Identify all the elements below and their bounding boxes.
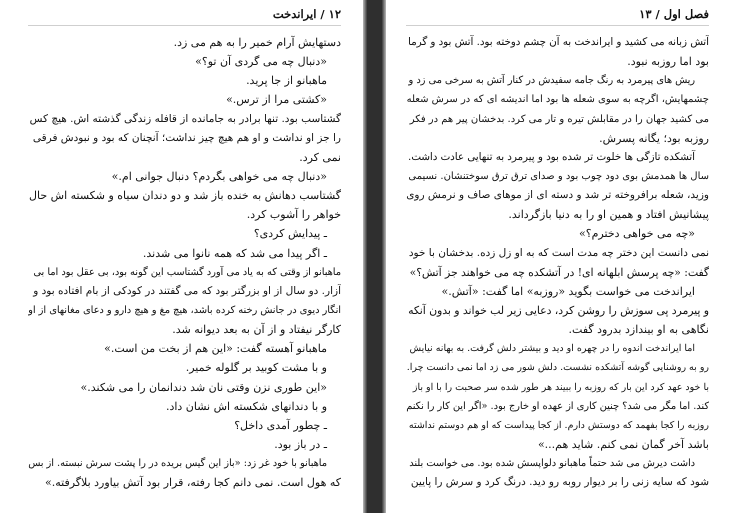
text-line: خواهر را آشوب کرد. <box>246 208 341 222</box>
right-page-header: فصل اول / ۱۳ <box>406 7 709 26</box>
text-line: ماهبانو از جا پرید. <box>246 74 327 88</box>
text-line: پیشانیش افتاد و همین او را به دنیا بازگرداند. <box>508 208 709 222</box>
text-line: ـ چطور آمدی داخل؟ <box>234 418 327 432</box>
text-line: ـ در باز بود. <box>274 437 327 451</box>
left-page <box>0 0 363 513</box>
text-line: گفت: «چه پرسش ابلهانه ای! در آتشکده چه می خواهند جز آتش؟» <box>409 265 709 279</box>
right-page <box>386 0 731 513</box>
text-line: آزار. دو سال از او بزرگتر بود که می گفتند در کودکی از بام افتاده بود و <box>33 284 341 297</box>
text-line: و با مشت کوبید بر گلوله خمیر. <box>185 361 327 375</box>
text-line: داشت دیرش می شد حتماً ماهبانو دلواپسش شده بود. می خواست بلند <box>409 458 695 470</box>
text-line: باشد آخر گمان نمی کنم. شاید هم...» <box>537 437 709 451</box>
text-line: می کشید جهان را در مقابلش تیره و تار می کرد. بدخشان پیر هم در فکر <box>409 113 709 125</box>
text-line: کارگر نیفتاد و از آن به بعد دیوانه شد. <box>172 323 341 337</box>
text-line: و پیرمرد پی سوزش را روشن کرد، دعایی زیر لب خواند و بدون آنکه <box>408 303 709 317</box>
text-line: گشتاسب دهانش به خنده باز شد و دو دندان سیاه و شکسته اش حال <box>29 189 341 203</box>
text-line: «دنبال چه می خواهی بگردم؟ دنبال جوانی ام.» <box>111 169 327 183</box>
text-line: ماهبانو آهسته گفت: «این هم از بخت من است.» <box>104 342 327 356</box>
text-line: گشتاسب بود. تنها برادر به جامانده از قافله زندگی گذشته اش. هیچ کس <box>29 112 341 125</box>
text-line: آتش زبانه می کشید و ایراندخت به آن چشم دوخته بود. آتش بود و گرما <box>408 36 709 48</box>
text-line: ـ پیدایش کردی؟ <box>253 227 327 241</box>
text-line: نمی دانست این دختر چه مدت است که به او زل زده. بدخشان با خود <box>408 246 709 259</box>
text-line: با خود عهد کرد این بار که روزبه را ببیند هر طور شده سر صحبت را با او باز <box>412 381 709 393</box>
text-line: رو به روشنایی گوشه آتشکده نشست. دلش شور می زد اما نمی دانست چرا. <box>406 362 709 374</box>
left-page-body <box>28 33 341 492</box>
book-gutter <box>363 0 386 513</box>
text-line: «دنبال چه می گردی آن تو؟» <box>195 55 327 69</box>
text-line: «کشتی مرا از ترس.» <box>226 93 327 107</box>
text-line: سال ها همدمش بوی دود چوب بود و صدای ترق ترق سوختنشان. نسیمی <box>408 170 709 182</box>
text-line: «چه می خواهی دخترم؟» <box>579 227 695 241</box>
text-line: که هول است. نمی دانم کجا رفته، قرار بود آتش بیاورد بلاگرفته.» <box>45 476 341 490</box>
text-line: نگاهی به او بیندازد بدرود گفت. <box>568 323 709 337</box>
left-page-header: ۱۲ / ایراندخت <box>28 7 341 26</box>
text-line: وزید، شعله برافروخته تر شد و دسته ای از موهای صاف و نرمش روی <box>406 189 709 202</box>
text-line: بود اما روزبه نبود. <box>627 55 709 69</box>
text-line: ریش های پیرمرد به رنگ جامه سفیدش در کنار آتش به سرخی می زد و <box>408 75 695 87</box>
text-line: انگار دیوی در جانش رخنه کرده باشد، هیچ مغ و هیچ دارو و دعای مغانهای از او <box>28 304 341 316</box>
text-line: کند. اما مگر می شد؟ چنین کاری از عهده او خارج بود. «اگر این کار را نکنم <box>406 400 709 412</box>
text-line: ماهبانو با خود غر زد: «باز این گیس بریده در را پشت سرش نبسته. از بس <box>28 458 327 470</box>
text-line: ماهبانو از وقتی که به یاد می آورد گشتاسب این گونه بود، بی عقل بود اما بی <box>33 266 341 278</box>
text-line: روزبه بود؛ یگانه پسرش. <box>599 131 709 145</box>
text-line: را جز او نداشت و او هم هیچ چیز نداشت؛ آنچنان که بود و نبودش فرقی <box>32 131 341 144</box>
text-line: اما ایراندخت اندوه را در چهره او دید و بیشتر دلش گرفت. به بهانه نیایش <box>409 343 695 355</box>
text-line: ـ اگر پیدا می شد که همه نانوا می شدند. <box>142 246 327 260</box>
text-line: روزبه را کجا بفهمد که دوستش دارم. از کجا پیداست که او هم دوستم نداشته <box>408 419 709 431</box>
text-line: دستهایش آرام خمیر را به هم می زد. <box>173 36 341 49</box>
text-line: و با دندانهای شکسته اش نشان داد. <box>165 399 327 413</box>
text-line: شود که سایه زنی را بر دیوار روبه رو دید. درنگ کرد و سرش را پایین <box>410 476 709 489</box>
right-page-body <box>406 33 709 492</box>
text-line: آتشکده تازگی ها خلوت تر شده بود و پیرمرد به تنهایی عادت داشت. <box>407 150 695 163</box>
text-line: «این طوری نزن وقتی نان شد دندانمان را می شکند.» <box>80 380 327 394</box>
text-line: چشمهایش، اگرچه به سوی شعله ها بود اما اندیشه ای که در سرش شعله <box>406 94 709 106</box>
text-line: نمی کرد. <box>299 150 341 164</box>
text-line: ایراندخت می خواست بگوید «روزبه» اما گفت: «آتش.» <box>441 284 695 298</box>
